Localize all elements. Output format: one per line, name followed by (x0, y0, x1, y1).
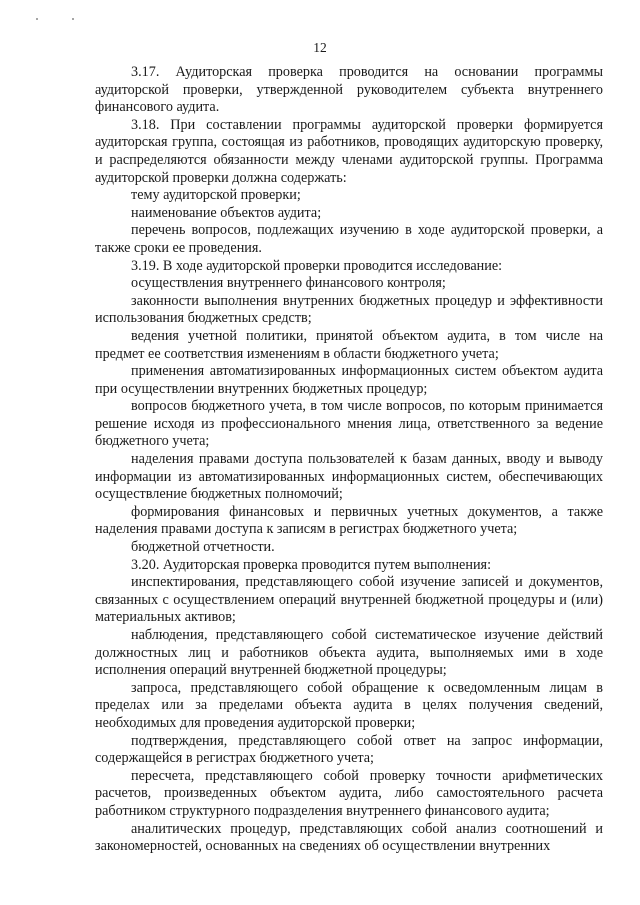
paragraph-3-20: 3.20. Аудиторская проверка проводится путем выполнения: (131, 556, 492, 573)
list-item: пересчета, представляющего собой проверку точности арифметических расчетов, произведенных объектом аудита, либо самостоятельного расчета работником структурного подразделения внутреннего финансового аудита; (95, 767, 603, 819)
list-item: применения автоматизированных информационных систем объектом аудита при осуществлении внутренних бюджетных процедур; (95, 363, 603, 397)
paragraph-3-19: 3.19. В ходе аудиторской проверки проводится исследование: (131, 257, 503, 274)
scan-dot-mark (72, 18, 74, 20)
list-item: формирования финансовых и первичных учетных документов, а также наделения правами доступа к записям в регистрах бюджетного учета; (95, 503, 603, 538)
scan-dot-mark (36, 18, 38, 20)
list-item: перечень вопросов, подлежащих изучению в ходе аудиторской проверки, а также сроки ее проведения. (95, 222, 603, 256)
list-item: аналитических процедур, представляющих собой анализ соотношений и закономерностей, основанных на сведениях об осуществлении внутренних (95, 820, 603, 855)
list-item: законности выполнения внутренних бюджетных процедур и эффективности использования бюджетных средств; (95, 292, 603, 327)
list-item: ведения учетной политики, принятой объектом аудита, в том числе на предмет ее соответствия изменениям в области бюджетного учета; (95, 327, 603, 362)
page-number: 12 (313, 40, 327, 55)
paragraph-3-18: 3.18. При составлении программы аудиторской проверки формируется аудиторская группа, состоящая из работников, проводящих аудиторскую проверку, и распределяются обязанности между членами аудиторской группы. Программа аудиторской проверки должна содержать: (95, 116, 603, 186)
list-item: наблюдения, представляющего собой систематическое изучение действий должностных лиц и работников объекта аудита, выполняемых ими в ходе исполнения операций внутренней бюджетной процедуры; (95, 627, 603, 679)
document-body (95, 64, 603, 856)
list-item: вопросов бюджетного учета, в том числе вопросов, по которым принимается решение исходя из профессионального мнения лица, ответственного за ведение бюджетного учета; (95, 398, 603, 450)
list-item: наделения правами доступа пользователей к базам данных, вводу и выводу информации из автоматизированных информационных систем, обеспечивающих осуществление бюджетных полномочий; (95, 451, 603, 503)
list-item: подтверждения, представляющего собой ответ на запрос информации, содержащейся в регистрах бюджетного учета; (95, 732, 603, 767)
list-item: осуществления внутреннего финансового контроля; (131, 275, 446, 292)
list-item: запроса, представляющего собой обращение к осведомленным лицам в пределах или за пределами объекта аудита в целях получения сведений, необходимых для проведения аудиторской проверки; (95, 679, 603, 731)
list-item: тему аудиторской проверки; (131, 187, 301, 204)
list-item: наименование объектов аудита; (131, 204, 322, 221)
list-item: бюджетной отчетности. (131, 539, 275, 556)
list-item: инспектирования, представляющего собой изучение записей и документов, связанных с осуществлением операций внутренней бюджетной процедуры и (или) материальных активов; (95, 574, 603, 626)
paragraph-3-17: 3.17. Аудиторская проверка проводится на основании программы аудиторской проверки, утвержденной руководителем субъекта внутреннего финансового аудита. (95, 64, 603, 116)
